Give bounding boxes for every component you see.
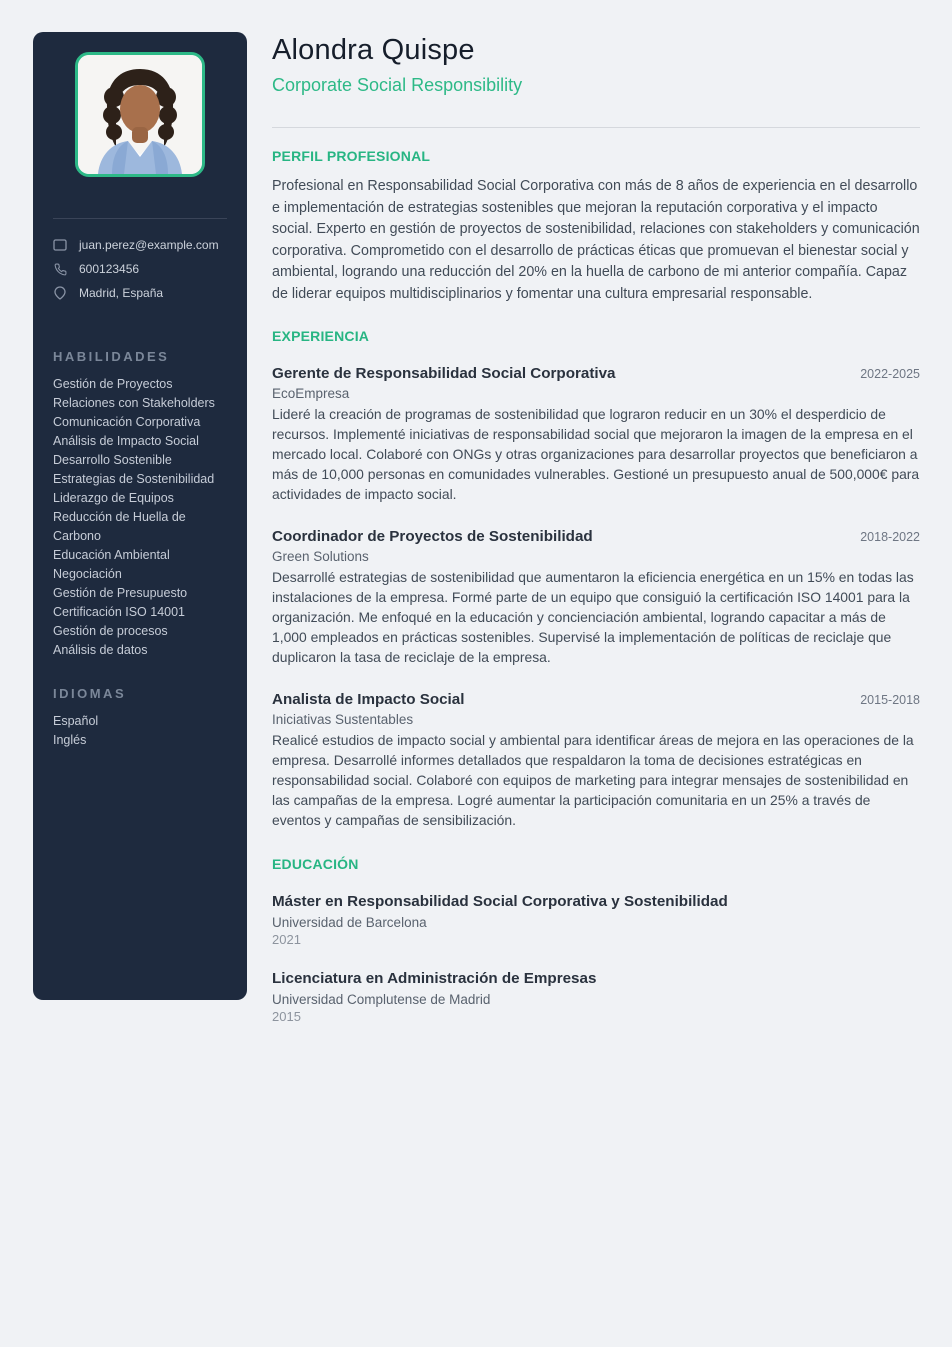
job-company: Green Solutions bbox=[272, 548, 369, 564]
profile-section-heading: PERFIL PROFESIONAL bbox=[272, 148, 431, 164]
contact-phone bbox=[53, 257, 227, 281]
job-header bbox=[272, 365, 920, 382]
language-item: Español bbox=[53, 714, 99, 728]
job-dates: 2015-2018 bbox=[860, 692, 920, 707]
education-entry bbox=[272, 970, 920, 1024]
contact-phone-value: 600123456 bbox=[79, 262, 140, 276]
contact-section bbox=[53, 233, 227, 305]
job-header bbox=[272, 691, 920, 708]
sidebar-divider bbox=[53, 218, 227, 219]
email-icon bbox=[53, 238, 67, 252]
job-dates: 2022-2025 bbox=[860, 366, 920, 381]
job-description: Realicé estudios de impacto social y ambiental para identificar áreas de mejora en las operaciones de la empresa. Desarrollé informes detallados que respaldaron la toma de decisiones estratégicas en responsabilidad social. Colaboré con equipos de marketing para integrar mensajes de sostenibilidad en las campañas de la empresa. Logré aumentar la participación comunitaria en un 25% a través de eventos y campañas de sensibilización. bbox=[272, 731, 914, 828]
profile-photo bbox=[75, 52, 205, 177]
language-item: Inglés bbox=[53, 733, 87, 747]
skill-item: Análisis de datos bbox=[53, 643, 148, 657]
skill-item: Gestión de Presupuesto bbox=[53, 586, 188, 600]
education-entry bbox=[272, 893, 920, 947]
skill-item: Análisis de Impacto Social bbox=[53, 434, 199, 448]
location-pin-icon bbox=[53, 286, 67, 300]
candidate-name: Alondra Quispe bbox=[272, 34, 475, 66]
skill-item: Reducción de Huella de Carbono bbox=[53, 510, 186, 543]
skill-item: Gestión de Proyectos bbox=[53, 377, 173, 391]
profile-text: Profesional en Responsabilidad Social Corporativa con más de 8 años de experiencia en el desarrollo e implementación de estrategias sostenibles que mejoran la reputación corporativa y el impacto social. Experto en gestión de proyectos de sostenibilidad, relaciones con stakeholders y comunicación corporativa. Comprometido con el desarrollo de prácticas éticas que promuevan el bienestar social y ambiental, logrando una reducción del 20% en la huella de carbono de mi anterior compañía. Capaz de liderar equipos multidisciplinarios y fomentar una cultura empresarial responsable. bbox=[272, 178, 920, 302]
sidebar bbox=[33, 32, 247, 1000]
contact-email-value: juan.perez@example.com bbox=[79, 238, 219, 252]
contact-location bbox=[53, 281, 227, 305]
skill-item: Estrategias de Sostenibilidad bbox=[53, 472, 215, 486]
skill-item: Comunicación Corporativa bbox=[53, 415, 201, 429]
skill-item: Desarrollo Sostenible bbox=[53, 453, 172, 467]
education-degree: Licenciatura en Administración de Empresas bbox=[272, 969, 597, 987]
skills-list bbox=[53, 375, 227, 660]
job-company: EcoEmpresa bbox=[272, 385, 350, 401]
skill-item: Gestión de procesos bbox=[53, 624, 168, 638]
job-title: Coordinador de Proyectos de Sostenibilidad bbox=[272, 527, 593, 545]
job-company: Iniciativas Sustentables bbox=[272, 711, 414, 727]
languages-heading: IDIOMAS bbox=[53, 686, 127, 701]
candidate-title: Corporate Social Responsibility bbox=[272, 75, 523, 95]
skill-item: Certificación ISO 14001 bbox=[53, 605, 186, 619]
experience-entry bbox=[272, 365, 920, 504]
education-school: Universidad de Barcelona bbox=[272, 914, 427, 930]
main-content bbox=[272, 34, 920, 1024]
job-header bbox=[272, 528, 920, 545]
experience-entry bbox=[272, 691, 920, 830]
skill-item: Relaciones con Stakeholders bbox=[53, 396, 215, 410]
skills-heading: HABILIDADES bbox=[53, 349, 170, 364]
phone-icon bbox=[53, 262, 67, 276]
job-description: Lideré la creación de programas de sostenibilidad que lograron reducir en un 30% el desperdicio de recursos. Implementé iniciativas de responsabilidad social que mejoraron la imagen de la empresa en el mercado local. Colaboré con ONGs y otras organizaciones para desarrollar proyectos que beneficiaron a más de 10,000 personas en comunidades vulnerables. Gestioné un presupuesto anual de 500,000€ para actividades de impacto social. bbox=[272, 405, 920, 502]
education-degree: Máster en Responsabilidad Social Corporativa y Sostenibilidad bbox=[272, 892, 728, 910]
contact-location-value: Madrid, España bbox=[79, 286, 164, 300]
skill-item: Negociación bbox=[53, 567, 122, 581]
experience-entry bbox=[272, 528, 920, 667]
contact-email bbox=[53, 233, 227, 257]
education-school: Universidad Complutense de Madrid bbox=[272, 991, 491, 1007]
job-dates: 2018-2022 bbox=[860, 529, 920, 544]
skill-item: Educación Ambiental bbox=[53, 548, 170, 562]
education-year: 2021 bbox=[272, 931, 301, 947]
languages-list bbox=[53, 712, 227, 750]
education-year: 2015 bbox=[272, 1008, 301, 1024]
experience-section-heading: EXPERIENCIA bbox=[272, 327, 370, 344]
job-title: Gerente de Responsabilidad Social Corporativa bbox=[272, 364, 616, 382]
job-title: Analista de Impacto Social bbox=[272, 690, 465, 708]
header-divider bbox=[272, 127, 920, 128]
job-description: Desarrollé estrategias de sostenibilidad que aumentaron la eficiencia energética en un 15% en todas las instalaciones de la empresa. Formé parte de un equipo que consiguió la certificación ISO 14001 para la organización. Me enfoqué en la educación y concienciación ambiental, logrando capacitar a más de 1,000 empleados en prácticas sostenibles. Supervisé la implementación de políticas de reciclaje que duplicaron la tasa de reciclaje de la empresa. bbox=[272, 568, 914, 665]
profile-photo-illustration bbox=[78, 55, 202, 174]
skill-item: Liderazgo de Equipos bbox=[53, 491, 174, 505]
education-section-heading: EDUCACIÓN bbox=[272, 855, 359, 872]
